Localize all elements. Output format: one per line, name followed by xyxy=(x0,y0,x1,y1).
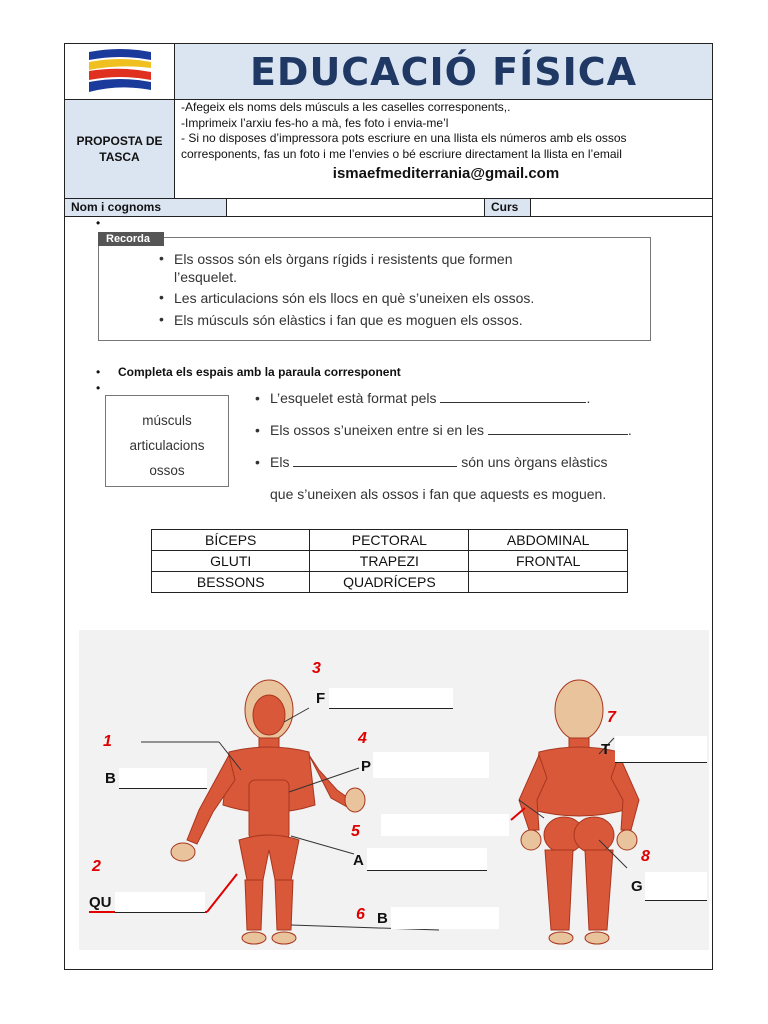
bullet-icon: • xyxy=(96,381,101,395)
answer-box-extra[interactable] xyxy=(381,814,509,836)
bullet-icon: • xyxy=(255,454,260,470)
bullet-icon: • xyxy=(159,289,164,305)
word-bank xyxy=(105,395,229,487)
label-2-start: QU xyxy=(89,894,112,911)
answer-blank[interactable] xyxy=(440,402,586,403)
bullet-icon: • xyxy=(96,365,101,379)
name-field[interactable] xyxy=(227,199,485,216)
label-7-start: T xyxy=(601,741,611,758)
bullet-icon: • xyxy=(159,311,164,327)
table-cell: PECTORAL xyxy=(310,530,469,551)
recorda-item: Els ossos són els òrgans rígids i resistents que formen xyxy=(174,251,513,267)
table-row xyxy=(152,551,628,572)
number-6: 6 xyxy=(356,906,365,923)
table-cell: QUADRÍCEPS xyxy=(310,572,469,593)
table-cell: GLUTI xyxy=(152,551,310,572)
answer-box-4[interactable] xyxy=(373,752,489,778)
sentence-text: Els ossos s’uneixen entre si en les xyxy=(270,422,484,438)
task-line: -Imprimeix l’arxiu fes-ho a mà, fes foto i envia-me’l xyxy=(181,115,449,130)
table-cell: ABDOMINAL xyxy=(469,530,628,551)
title-cell xyxy=(175,44,712,100)
label-5-start: A xyxy=(353,852,364,869)
name-label: Nom i cognoms xyxy=(65,199,227,216)
task-line: corresponents, fas un foto i me l’envies o bé escriure directament la llista en l’email xyxy=(181,146,622,161)
sentence-text: L’esquelet està format pels xyxy=(270,390,437,406)
sentence-4: que s’uneixen als ossos i fan que aquests es moguen. xyxy=(270,486,607,502)
answer-box-7[interactable] xyxy=(615,736,707,763)
answer-box-6[interactable] xyxy=(391,907,499,929)
table-row xyxy=(152,572,628,593)
recorda-item: Els músculs són elàstics i fan que es moguen els ossos. xyxy=(174,312,523,328)
number-2: 2 xyxy=(92,858,101,875)
page-title: EDUCACIÓ FÍSICA xyxy=(249,50,638,94)
bullet-icon: • xyxy=(255,422,260,438)
table-cell: BÍCEPS xyxy=(152,530,310,551)
sentence-text: són uns òrgans elàstics xyxy=(461,454,608,470)
school-logo-icon xyxy=(65,44,175,100)
word-bank-item: articulacions xyxy=(129,438,205,453)
label-6-start: B xyxy=(377,910,388,927)
sentence-2 xyxy=(270,422,632,438)
word-bank-item: ossos xyxy=(149,463,185,478)
muscle-diagram xyxy=(79,630,709,950)
sentence-1 xyxy=(270,390,590,406)
sentence-text: Els xyxy=(270,454,290,470)
bullet-icon: • xyxy=(255,390,260,406)
contact-email: ismaefmediterrania@gmail.com xyxy=(332,165,560,182)
sentence-text: . xyxy=(586,390,591,406)
recorda-item: Les articulacions són els llocs en què s’uneixen els ossos. xyxy=(174,290,535,306)
number-1: 1 xyxy=(103,733,112,750)
sentence-text: . xyxy=(627,422,632,438)
answer-blank[interactable] xyxy=(488,434,628,435)
answer-box-8[interactable] xyxy=(645,872,707,901)
word-bank-item: músculs xyxy=(142,413,192,428)
curs-field[interactable] xyxy=(531,199,712,216)
exercise-instruction: Completa els espais amb la paraula corresponent xyxy=(118,365,401,379)
table-cell xyxy=(469,572,628,593)
table-cell: BESSONS xyxy=(152,572,310,593)
worksheet xyxy=(64,43,713,970)
task-label: PROPOSTA DE TASCA xyxy=(65,100,175,198)
number-8: 8 xyxy=(641,848,650,865)
muscle-names-table xyxy=(151,529,628,593)
label-3-start: F xyxy=(316,690,326,707)
logo-cell xyxy=(65,44,175,100)
task-line: - Si no disposes d’impressora pots escriure en una llista els números amb els ossos xyxy=(181,131,627,145)
bullet-icon: • xyxy=(96,216,101,230)
answer-box-5[interactable] xyxy=(367,848,487,871)
number-4: 4 xyxy=(358,730,367,747)
curs-label: Curs xyxy=(485,199,531,216)
recorda-tag: Recorda xyxy=(98,232,164,246)
table-cell: TRAPEZI xyxy=(310,551,469,572)
bullet-icon: • xyxy=(159,250,164,266)
answer-box-2[interactable] xyxy=(115,892,205,913)
number-5: 5 xyxy=(351,823,360,840)
table-cell: FRONTAL xyxy=(469,551,628,572)
task-description xyxy=(181,100,711,198)
label-4-start: P xyxy=(361,758,372,775)
answer-box-3[interactable] xyxy=(329,688,453,709)
label-8-start: G xyxy=(631,878,643,895)
recorda-item: l’esquelet. xyxy=(174,269,238,285)
task-line: -Afegeix els noms dels músculs a les caselles corresponents,. xyxy=(181,100,511,114)
sentence-3 xyxy=(270,454,608,470)
answer-box-1[interactable] xyxy=(119,768,207,789)
number-3: 3 xyxy=(312,660,321,677)
table-row xyxy=(152,530,628,551)
number-7: 7 xyxy=(607,709,616,726)
label-1-start: B xyxy=(105,770,116,787)
student-info-row xyxy=(65,198,712,217)
answer-blank[interactable] xyxy=(293,466,457,467)
